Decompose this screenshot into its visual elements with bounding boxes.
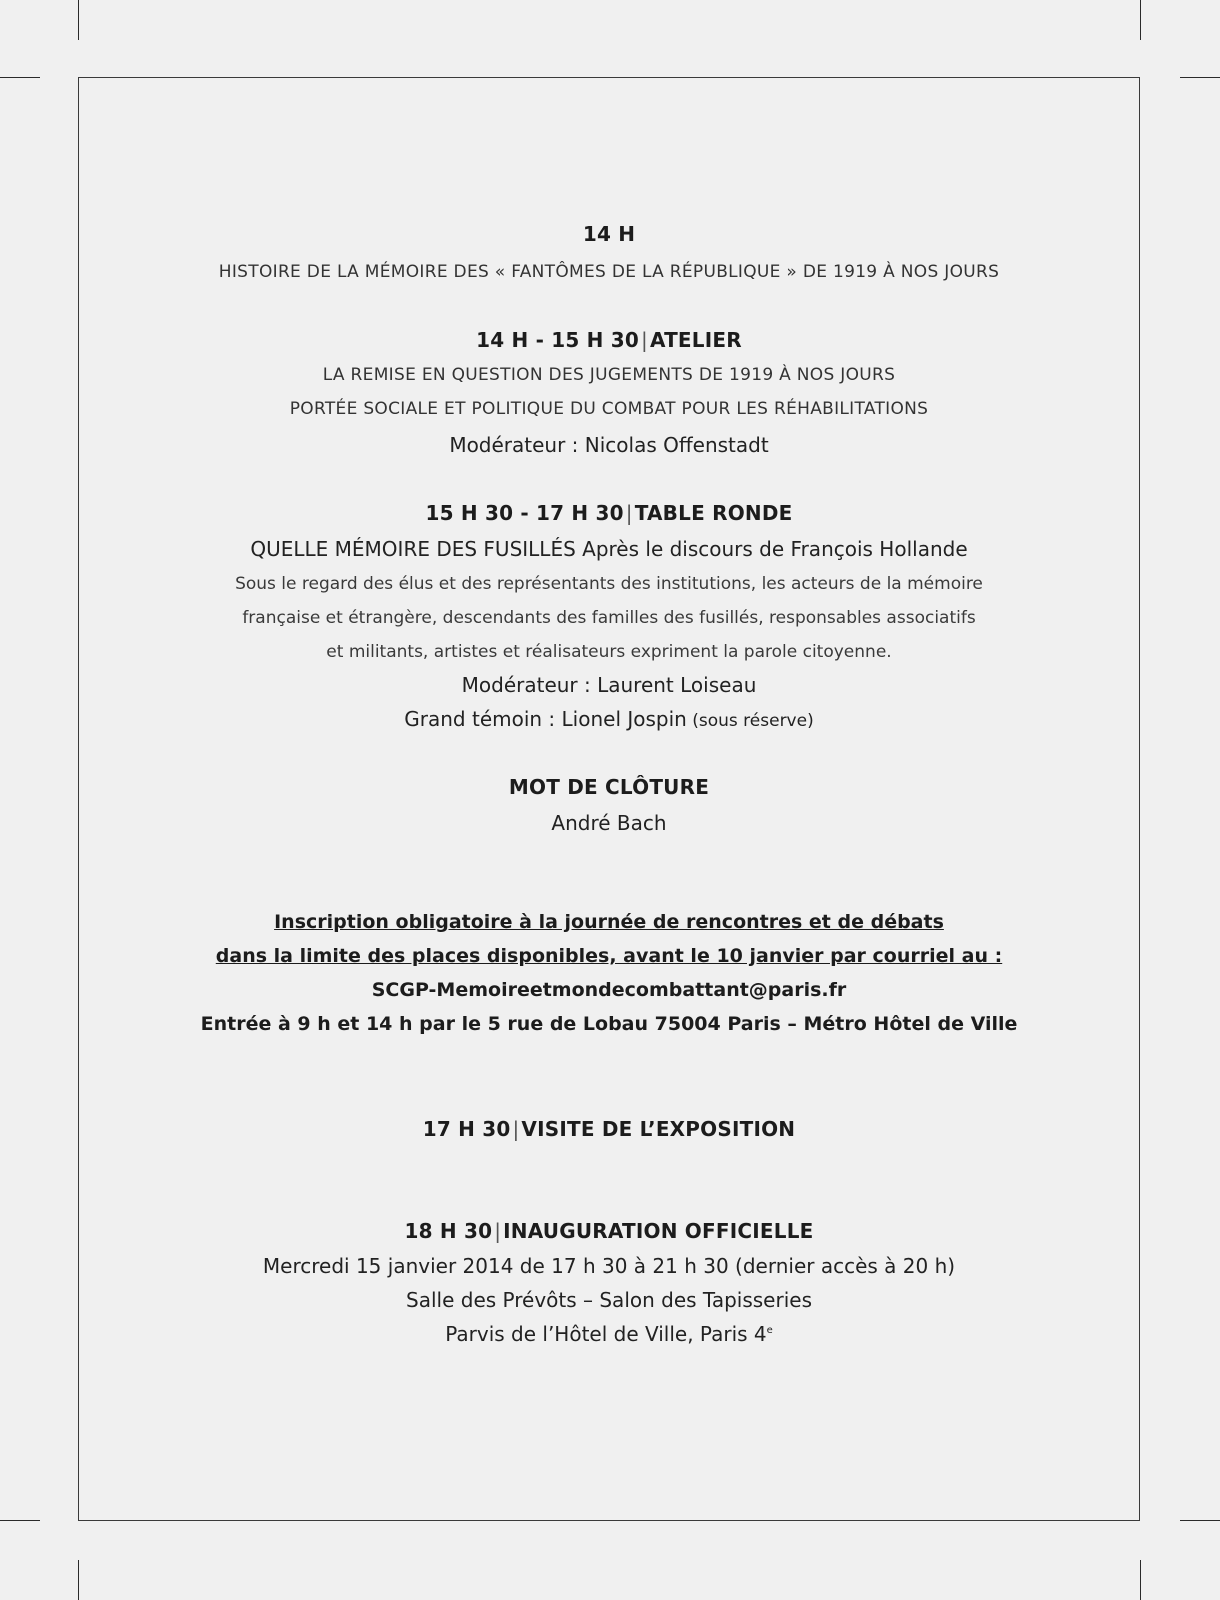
s6-kind: INAUGURATION OFFICIELLE: [503, 1219, 814, 1243]
registration-line2: dans la limite des places disponibles, avant le 10 janvier par courriel au :: [215, 945, 1003, 967]
s3-desc3: et militants, artistes et réalisateurs expriment la parole citoyenne.: [326, 642, 892, 662]
s6-address-text: Parvis de l’Hôtel de Ville, Paris 4: [445, 1322, 767, 1346]
s3-heading: [78, 501, 1140, 525]
s2-moderator: Modérateur : Nicolas Offenstadt: [449, 433, 769, 457]
registration-entry: Entrée à 9 h et 14 h par le 5 rue de Lobau 75004 Paris – Métro Hôtel de Ville: [200, 1013, 1018, 1035]
s3-witness-name: Grand témoin : Lionel Jospin: [404, 707, 687, 731]
s5-heading: [78, 1117, 1140, 1141]
s3-time: 15 H 30 - 17 H 30: [425, 501, 624, 525]
s1-time: 14 H: [582, 222, 636, 246]
s3-moderator: Modérateur : Laurent Loiseau: [461, 673, 757, 697]
crop-mark-left-bottom: [0, 1520, 40, 1521]
registration-email[interactable]: SCGP-Memoireetmondecombattant@paris.fr: [371, 979, 847, 1001]
s2-time: 14 H - 15 H 30: [476, 328, 640, 352]
s3-separator: |: [625, 501, 633, 525]
crop-mark-bottom-left: [78, 1560, 79, 1600]
s6-date: Mercredi 15 janvier 2014 de 17 h 30 à 21 h 30 (dernier accès à 20 h): [262, 1254, 956, 1278]
s5-time: 17 H 30: [422, 1117, 511, 1141]
s3-witness-note: (sous réserve): [686, 711, 814, 731]
s3-witness: [78, 707, 1140, 731]
s5-kind: VISITE DE L’EXPOSITION: [521, 1117, 796, 1141]
s4-speaker: André Bach: [551, 811, 667, 835]
s2-separator: |: [641, 328, 648, 352]
s1-title: HISTOIRE DE LA MÉMOIRE DES « FANTÔMES DE LA RÉPUBLIQUE » DE 1919 À NOS JOURS: [218, 262, 1000, 282]
crop-mark-bottom-right: [1140, 1560, 1141, 1600]
s6-separator: |: [494, 1219, 502, 1243]
s4-title: MOT DE CLÔTURE: [508, 775, 710, 799]
s2-kind: ATELIER: [649, 328, 742, 352]
s3-title: [78, 537, 1140, 561]
s6-time: 18 H 30: [404, 1219, 493, 1243]
s3-desc1: Sous le regard des élus et des représentants des institutions, les acteurs de la mémoire: [235, 574, 983, 594]
s2-heading: [78, 328, 1140, 352]
s3-desc2: française et étrangère, descendants des familles des fusillés, responsables associatifs: [242, 608, 976, 628]
s3-title-rest: Après le discours de François Hollande: [575, 537, 968, 561]
registration-line1: Inscription obligatoire à la journée de rencontres et de débats: [274, 911, 944, 933]
s2-line2: PORTÉE SOCIALE ET POLITIQUE DU COMBAT POUR LES RÉHABILITATIONS: [289, 399, 929, 419]
crop-mark-right-top: [1180, 77, 1220, 78]
s6-venue: Salle des Prévôts – Salon des Tapisseries: [406, 1288, 812, 1312]
s3-kind: TABLE RONDE: [634, 501, 793, 525]
s3-title-caps: QUELLE MÉMOIRE DES FUSILLÉS: [250, 537, 576, 561]
s6-heading: [78, 1219, 1140, 1243]
crop-mark-top-right: [1140, 0, 1141, 40]
crop-mark-top-left: [78, 0, 79, 40]
s5-separator: |: [512, 1117, 520, 1141]
s6-address-sup: e: [766, 1325, 773, 1336]
crop-mark-left-top: [0, 77, 40, 78]
s6-address: [78, 1322, 1140, 1346]
s2-line1: LA REMISE EN QUESTION DES JUGEMENTS DE 1919 À NOS JOURS: [322, 365, 896, 385]
crop-mark-right-bottom: [1180, 1520, 1220, 1521]
